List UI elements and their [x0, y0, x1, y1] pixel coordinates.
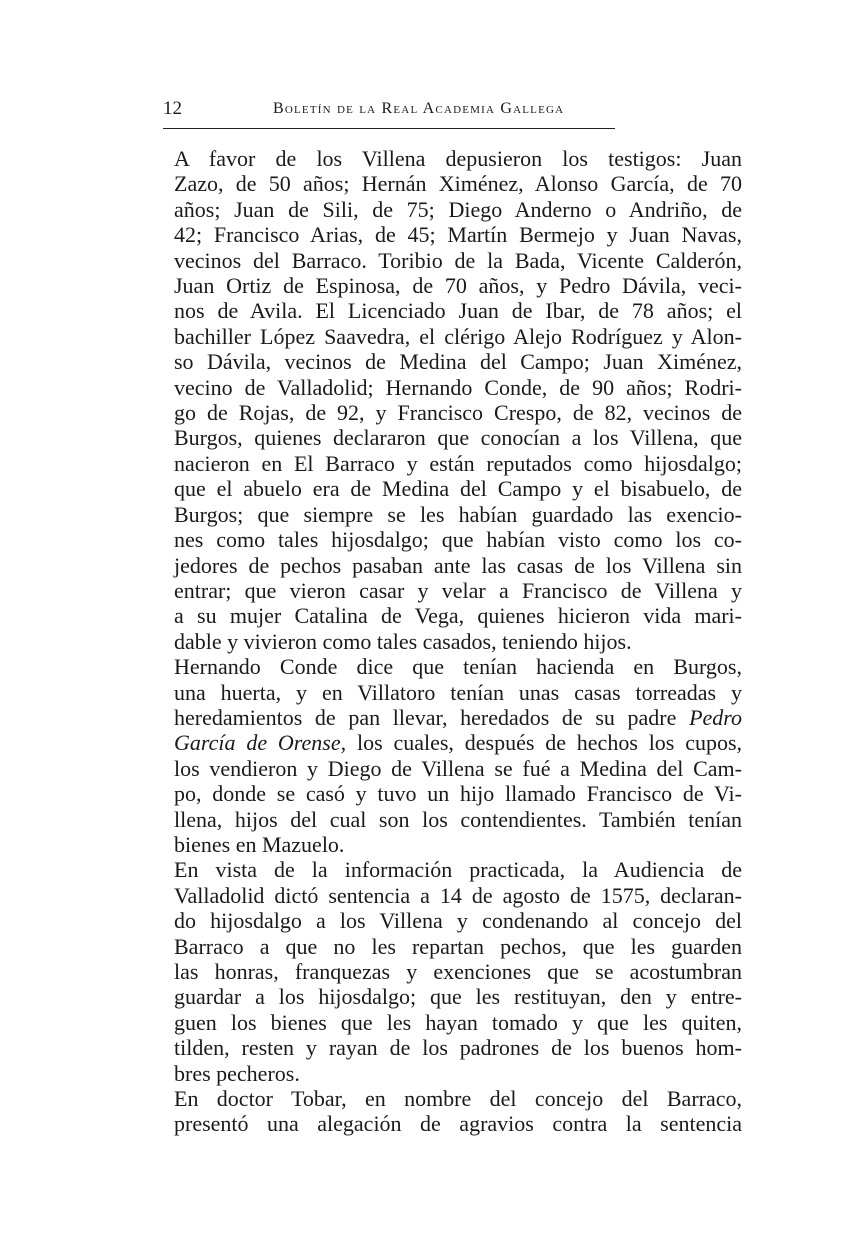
text-line: tilden, resten y rayan de los padrones de los buenos hom- [174, 1035, 742, 1061]
italic-name: Pedro [689, 704, 743, 730]
text-line: bienes en Mazuelo. [174, 831, 345, 857]
text-line: una huerta, y en Villatoro tenían unas casas torreadas y [174, 679, 742, 705]
text-line-with-italic [134, 730, 742, 755]
text-line: bachiller López Saavedra, el clérigo Alejo Rodríguez y Alon- [174, 323, 742, 349]
text-line: do hijosdalgo a los Villena y condenando al concejo del [174, 908, 742, 934]
text-line: Zazo, de 50 años; Hernán Ximénez, Alonso García, de 70 [174, 171, 742, 197]
text-line: dable y vivieron como tales casados, teniendo hijos. [174, 628, 632, 654]
text-line: nes como tales hijosdalgo; que habían visto como los co- [174, 527, 742, 553]
text-line: jedores de pechos pasaban ante las casas de los Villena sin [174, 552, 742, 578]
text-line: nos de Avila. El Licenciado Juan de Ibar, de 78 años; el [174, 298, 742, 324]
text-line: Burgos, quienes declararon que conocían a los Villena, que [174, 425, 742, 451]
text-line: En doctor Tobar, en nombre del concejo del Barraco, [174, 1086, 742, 1112]
text-line: Barraco a que no les repartan pechos, que les guarden [174, 933, 742, 959]
text-line-with-italic [134, 705, 742, 730]
text-line: vecino de Valladolid; Hernando Conde, de 90 años; Rodri- [174, 374, 742, 400]
text-line: go de Rojas, de 92, y Francisco Crespo, de 82, vecinos de [174, 400, 742, 426]
text-line: llena, hijos del cual son los contendientes. También tenían [174, 806, 742, 832]
text-line: entrar; que vieron casar y velar a Francisco de Villena y [174, 577, 742, 603]
paragraph-sentence [134, 857, 742, 1086]
italic-name: García de Orense, [174, 730, 347, 756]
text-line: nacieron en El Barraco y están reputados como hijosdalgo; [174, 450, 742, 476]
text-line: que el abuelo era de Medina del Campo y el bisabuelo, de [174, 476, 742, 502]
text-line: Valladolid dictó sentencia a 14 de agosto de 1575, declaran- [174, 882, 742, 908]
text-line: años; Juan de Sili, de 75; Diego Anderno o Andriño, de [174, 196, 742, 222]
text-segment: los cuales, después de hechos los cupos, [356, 730, 743, 756]
text-line: guen los bienes que les hayan tomado y que les quiten, [174, 1009, 742, 1035]
body-text [134, 146, 742, 1137]
paragraph-testimonies [134, 146, 742, 654]
text-line: Burgos; que siempre se les habían guardado las exencio- [174, 501, 742, 527]
text-line: Juan Ortiz de Espinosa, de 70 años, y Pedro Dávila, veci- [174, 273, 742, 299]
text-line: Hernando Conde dice que tenían hacienda en Burgos, [174, 654, 742, 680]
text-line: 42; Francisco Arias, de 45; Martín Bermejo y Juan Navas, [174, 222, 742, 248]
page-number: 12 [163, 98, 182, 119]
paragraph-appeal [134, 1086, 742, 1137]
text-line: guardar a los hijosdalgo; que les restituyan, den y entre- [174, 984, 742, 1010]
text-line: bres pecheros. [174, 1060, 300, 1086]
text-line: los vendieron y Diego de Villena se fué a Medina del Cam- [174, 755, 742, 781]
text-line: so Dávila, vecinos de Medina del Campo; Juan Ximénez, [174, 349, 742, 375]
running-title: Boletín de la Real Academia Gallega [273, 100, 565, 117]
text-line: vecinos del Barraco. Toribio de la Bada, Vicente Calderón, [174, 247, 742, 273]
running-header [163, 98, 615, 129]
paragraph-hernando-conde [134, 654, 742, 857]
text-line: A favor de los Villena depusieron los testigos: Juan [174, 146, 742, 171]
text-line: po, donde se casó y tuvo un hijo llamado Francisco de Vi- [174, 781, 742, 807]
text-line: En vista de la información practicada, la Audiencia de [174, 857, 742, 883]
text-line: las honras, franquezas y exenciones que se acostumbran [174, 959, 742, 984]
text-line: presentó una alegación de agravios contra la sentencia [174, 1111, 742, 1137]
text-segment: heredamientos de pan llevar, heredados de su padre [174, 704, 677, 730]
text-line: a su mujer Catalina de Vega, quienes hicieron vida mari- [174, 603, 742, 629]
